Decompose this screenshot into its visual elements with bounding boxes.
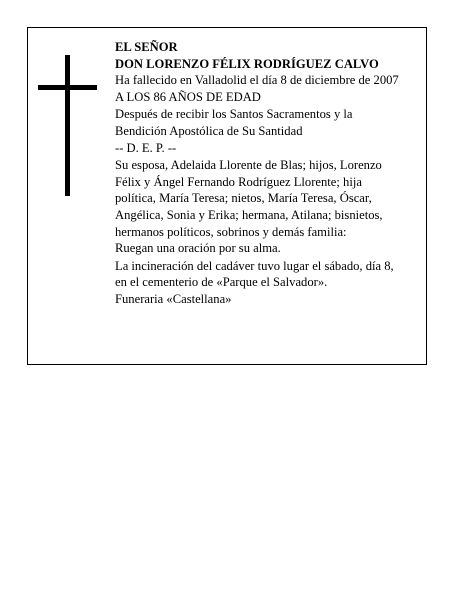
age-statement: A LOS 86 AÑOS DE EDAD — [115, 89, 261, 104]
sacraments-line: Después de recibir los Santos Sacramentos y la — [115, 107, 353, 122]
rest-in-peace: -- D. E. P. -- — [115, 140, 177, 155]
funeral-home: Funeraria «Castellana» — [115, 291, 232, 306]
cross-horizontal-bar — [38, 85, 97, 90]
family-line: Angélica, Sonia y Erika; hermana, Atilana; bisnietos, — [115, 207, 383, 222]
cremation-line: La incineración del cadáver tuvo lugar el sábado, día 8, — [115, 258, 394, 273]
obituary-text — [115, 39, 421, 308]
cremation-line: en el cementerio de «Parque el Salvador». — [115, 275, 328, 290]
death-statement: Ha fallecido en Valladolid el día 8 de diciembre de 2007 — [115, 73, 399, 88]
cross-vertical-bar — [65, 55, 70, 196]
prayer-request: Ruegan una oración por su alma. — [115, 241, 281, 256]
sacraments-paragraph — [115, 106, 421, 139]
cremation-paragraph — [115, 258, 421, 291]
family-line: política, María Teresa; nietos, María Teresa, Óscar, — [115, 191, 372, 206]
family-paragraph — [115, 157, 421, 240]
family-line: Su esposa, Adelaida Llorente de Blas; hijos, Lorenzo — [115, 158, 382, 173]
sacraments-line: Bendición Apostólica de Su Santidad — [115, 123, 303, 138]
family-line: Félix y Ángel Fernando Rodríguez Llorente; hija — [115, 174, 362, 189]
deceased-name: DON LORENZO FÉLIX RODRÍGUEZ CALVO — [115, 56, 379, 71]
family-line: hermanos políticos, sobrinos y demás familia: — [115, 224, 347, 239]
notice-title: EL SEÑOR — [115, 40, 178, 54]
